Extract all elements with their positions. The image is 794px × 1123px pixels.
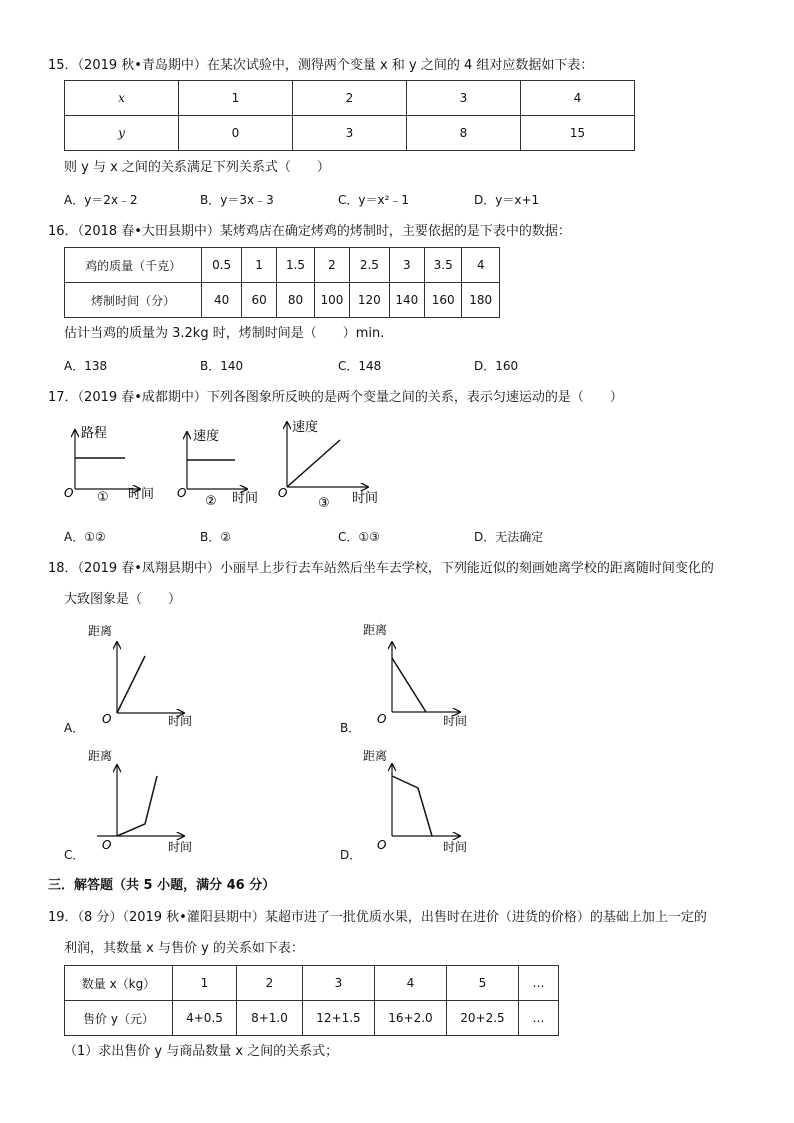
table-cell: 3 xyxy=(389,248,424,283)
q18-option-d-label: D． xyxy=(340,848,362,862)
q15-option-a: A．y＝2x﹣2 xyxy=(64,193,138,207)
q16-option-c: C．148 xyxy=(338,359,382,373)
table-cell: 2 xyxy=(237,966,303,1001)
y-axis-label: 距离 xyxy=(363,623,388,637)
table-cell: 数量 x（kg） xyxy=(65,966,173,1001)
table-cell: 4 xyxy=(375,966,447,1001)
table-cell: 3 xyxy=(303,966,375,1001)
table-row xyxy=(65,966,559,1001)
table-cell: 0 xyxy=(179,116,293,151)
graph-line xyxy=(392,658,426,712)
q18-stem-line1: 18．（2019 春•凤翔县期中）小丽早上步行去车站然后坐车去学校，下列能近似的刻画她离学校的距离随时间变化的 xyxy=(48,561,714,576)
q19-table xyxy=(64,965,559,1036)
table-cell: 2 xyxy=(293,81,407,116)
x-axis-label: 时间 xyxy=(168,714,193,728)
table-cell: 140 xyxy=(389,283,424,318)
table-cell: 3 xyxy=(293,116,407,151)
table-cell: 12+1.5 xyxy=(303,1001,375,1036)
graph-line xyxy=(117,656,145,713)
table-cell: … xyxy=(519,966,559,1001)
table-cell: y xyxy=(65,116,179,151)
table-cell: 8 xyxy=(407,116,521,151)
table-cell: 160 xyxy=(425,283,462,318)
q15-option-d: D．y＝x+1 xyxy=(474,193,540,207)
table-cell: … xyxy=(519,1001,559,1036)
x-axis-label: 时间 xyxy=(352,491,379,506)
x-axis-label: 时间 xyxy=(443,714,468,728)
q18-graph-d xyxy=(363,749,467,854)
table-cell: 8+1.0 xyxy=(237,1001,303,1036)
y-axis-label: 距离 xyxy=(88,624,113,638)
table-cell: 80 xyxy=(277,283,314,318)
q17-option-d: D．无法确定 xyxy=(474,530,544,544)
origin-label: O xyxy=(177,486,187,500)
table-cell: 1.5 xyxy=(277,248,314,283)
x-axis-label: 时间 xyxy=(128,487,155,502)
q17-graph-2 xyxy=(177,428,258,509)
table-cell: 2.5 xyxy=(350,248,390,283)
table-cell: 4+0.5 xyxy=(173,1001,237,1036)
table-cell: 120 xyxy=(350,283,390,318)
x-axis-label: 时间 xyxy=(443,840,468,854)
q15-ask: 则 y 与 x 之间的关系满足下列关系式（ ） xyxy=(64,160,330,175)
table-cell: 1 xyxy=(241,248,276,283)
table-cell: 1 xyxy=(179,81,293,116)
q19-stem-line2: 利润，其数量 x 与售价 y 的关系如下表： xyxy=(64,941,304,956)
table-cell: 2 xyxy=(314,248,349,283)
graph-line xyxy=(287,440,340,487)
q18-option-c-label: C． xyxy=(64,848,85,862)
q19-sub1: （1）求出售价 y 与商品数量 x 之间的关系式； xyxy=(64,1044,339,1059)
table-cell: 鸡的质量（千克） xyxy=(65,248,202,283)
q19-stem-line1: 19．（8 分）（2019 秋•灌阳县期中）某超市进了一批优质水果，出售时在进价（进货的价格）的基础上加上一定的 xyxy=(48,910,707,925)
q18-option-a-label: A． xyxy=(64,721,85,735)
table-cell: 16+2.0 xyxy=(375,1001,447,1036)
table-cell: 烤制时间（分） xyxy=(65,283,202,318)
q17-graph-3 xyxy=(278,419,378,511)
x-axis-label: 时间 xyxy=(168,840,193,854)
y-axis-label: 速度 xyxy=(292,420,319,435)
table-cell: 3.5 xyxy=(425,248,462,283)
origin-label: O xyxy=(377,712,387,726)
q17-stem: 17．（2019 春•成都期中）下列各图象所反映的是两个变量之间的关系，表示匀速运动的是（ ） xyxy=(48,390,623,405)
table-cell: 4 xyxy=(521,81,635,116)
table-cell: 20+2.5 xyxy=(447,1001,519,1036)
graph-number: ③ xyxy=(318,496,330,511)
table-row xyxy=(65,1001,559,1036)
table-cell: 5 xyxy=(447,966,519,1001)
q17-option-b: B．② xyxy=(200,530,231,544)
graph-line xyxy=(392,776,432,836)
q18-stem-line2: 大致图象是（ ） xyxy=(64,592,182,607)
graph-number: ① xyxy=(97,490,109,505)
table-cell: 100 xyxy=(314,283,349,318)
graph-number: ② xyxy=(205,494,217,509)
table-cell: x xyxy=(65,81,179,116)
origin-label: O xyxy=(64,486,74,500)
q16-option-d: D．160 xyxy=(474,359,519,373)
origin-label: O xyxy=(102,712,112,726)
table-cell: 15 xyxy=(521,116,635,151)
q17-graph-1 xyxy=(64,426,154,505)
q16-stem: 16．（2018 春•大田县期中）某烤鸡店在确定烤鸡的烤制时，主要依据的是下表中的数据： xyxy=(48,224,571,239)
q16-option-a: A．138 xyxy=(64,359,108,373)
table-cell: 售价 y（元） xyxy=(65,1001,173,1036)
origin-label: O xyxy=(278,486,288,500)
q17-option-a: A．①② xyxy=(64,530,106,544)
y-axis-label: 速度 xyxy=(193,429,220,444)
q15-stem: 15．（2019 秋•青岛期中）在某次试验中，测得两个变量 x 和 y 之间的 4 组对应数据如下表： xyxy=(48,58,594,73)
graph-line xyxy=(117,776,157,836)
y-axis-label: 距离 xyxy=(88,749,113,763)
q18-graph-c xyxy=(88,749,192,854)
origin-label: O xyxy=(102,838,112,852)
table-cell: 180 xyxy=(462,283,500,318)
q16-option-b: B．140 xyxy=(200,359,244,373)
y-axis-label: 路程 xyxy=(81,426,108,441)
q18-graph-a xyxy=(88,624,192,728)
y-axis-label: 距离 xyxy=(363,749,388,763)
origin-label: O xyxy=(377,838,387,852)
q15-option-c: C．y＝x²﹣1 xyxy=(338,193,410,207)
q17-option-c: C．①③ xyxy=(338,530,380,544)
x-axis-label: 时间 xyxy=(232,491,259,506)
table-cell: 1 xyxy=(173,966,237,1001)
table-cell: 3 xyxy=(407,81,521,116)
q16-ask: 估计当鸡的质量为 3.2kg 时，烤制时间是（ ）min. xyxy=(64,326,385,341)
table-cell: 60 xyxy=(241,283,276,318)
table-cell: 0.5 xyxy=(202,248,242,283)
q15-option-b: B．y＝3x﹣3 xyxy=(200,193,274,207)
section-title: 三．解答题（共 5 小题，满分 46 分） xyxy=(48,878,276,893)
q18-graph-b xyxy=(363,623,467,728)
table-cell: 40 xyxy=(202,283,242,318)
table-cell: 4 xyxy=(462,248,500,283)
q18-option-b-label: B． xyxy=(340,721,361,735)
